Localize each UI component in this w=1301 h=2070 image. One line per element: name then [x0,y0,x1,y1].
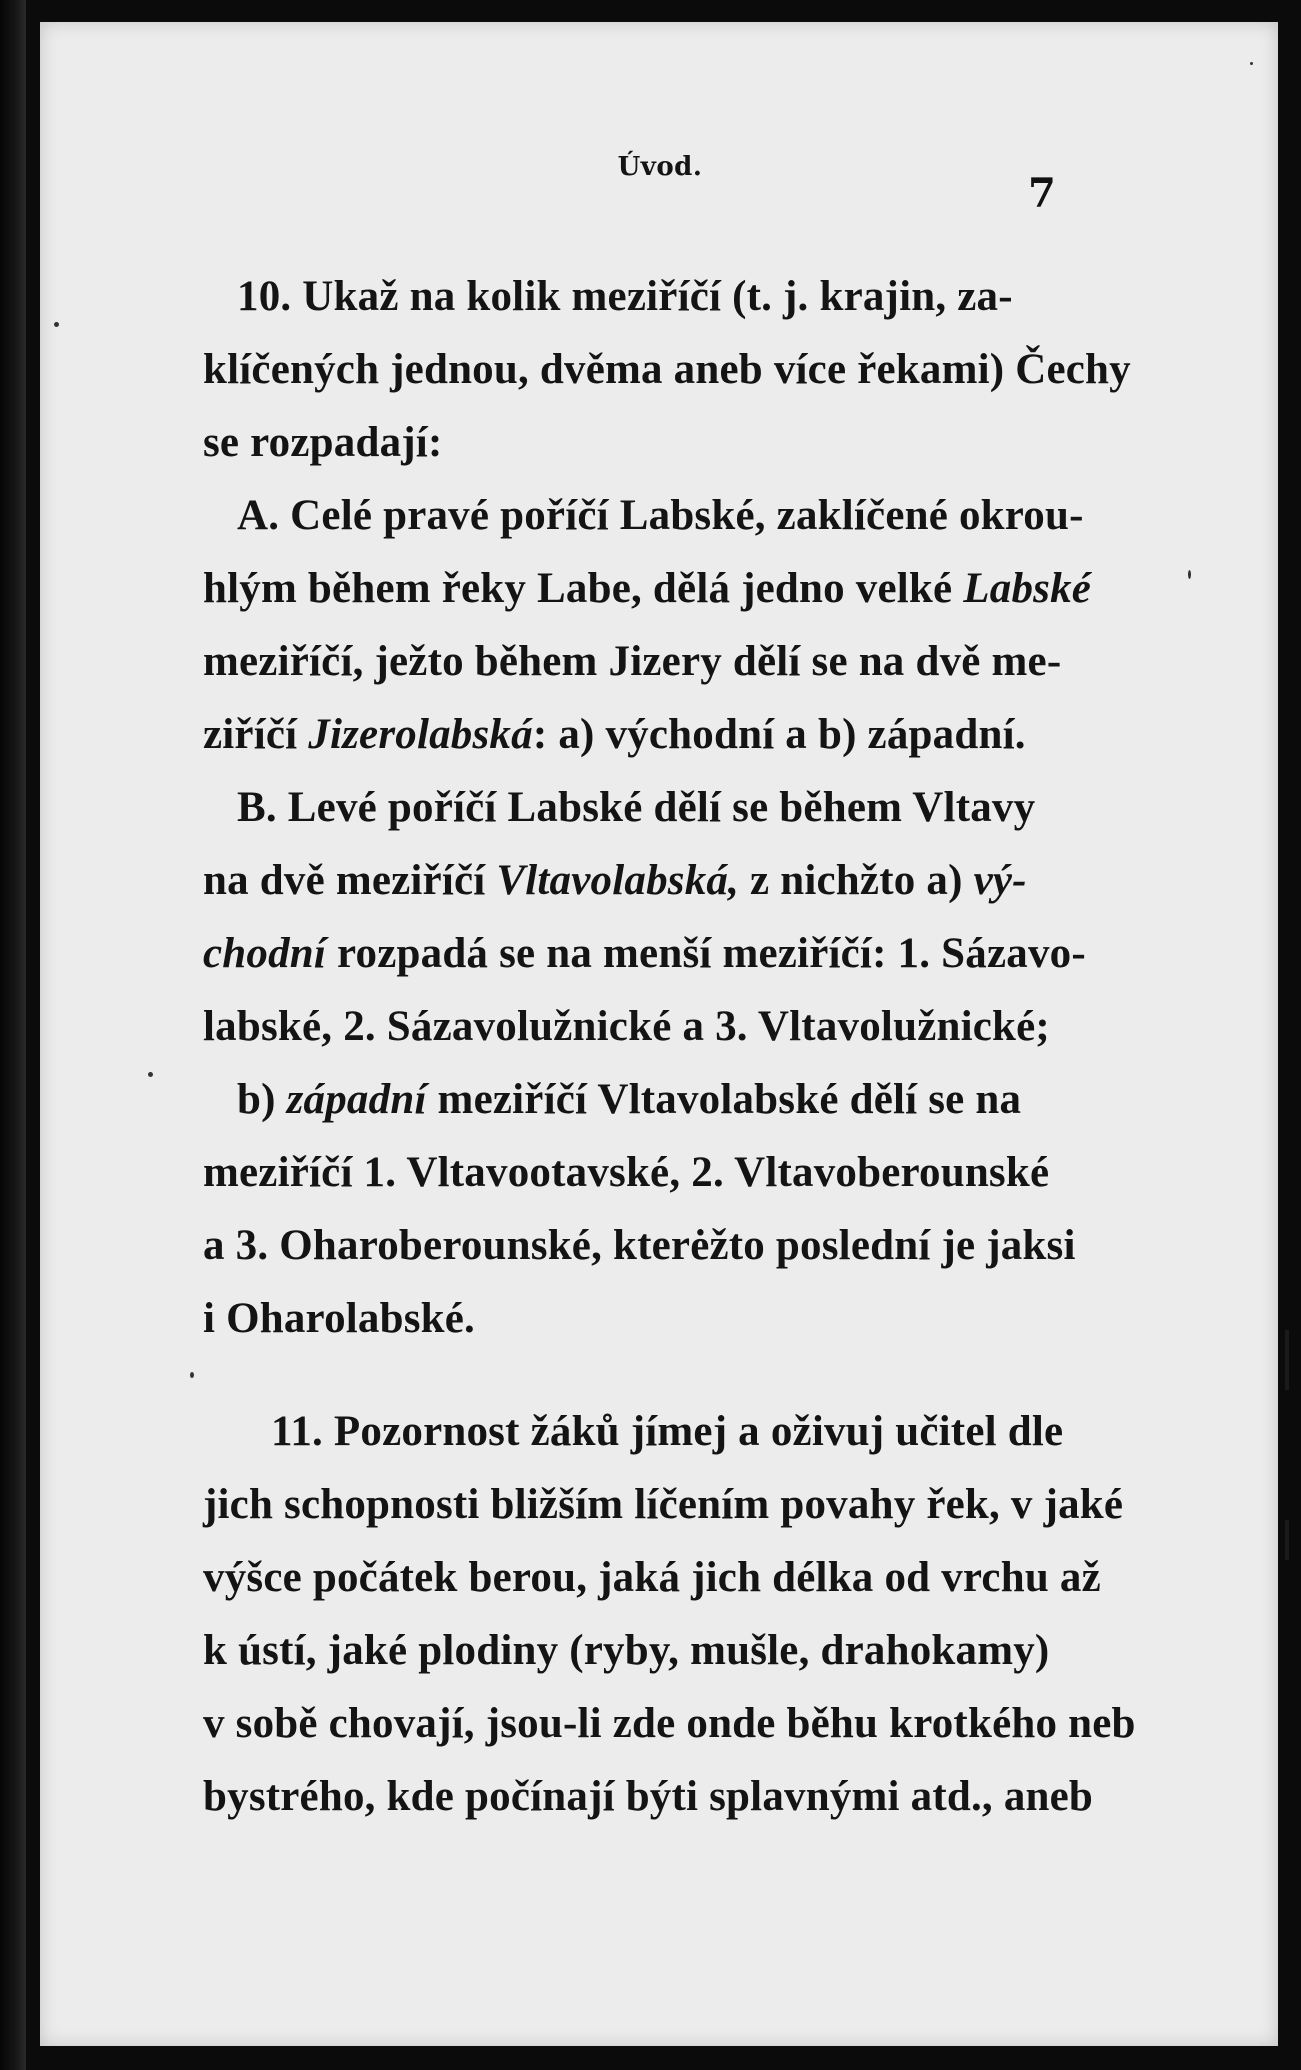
italic-term: západní [286,1076,427,1123]
text-line: k ústí, jaké plodiny (ryby, mušle, drahokamy) [203,1627,1050,1674]
right-edge-mark [1285,1520,1289,1560]
italic-term: chodní [203,930,327,977]
text-line: labské, 2. Sázavolužnické a 3. Vltavolužnické; [203,1003,1050,1050]
text-line: klíčených jednou, dvěma aneb více řekami) Čechy [203,346,1131,393]
book-page [40,22,1278,2046]
text-line: v sobě chovají, jsou-li zde onde běhu krotkého neb [203,1700,1136,1747]
text-line: ziříčí Jizerolabská: a) východní a b) západní. [203,711,1026,758]
italic-term: vý- [973,857,1027,904]
italic-term: Vltavolabská, [496,857,740,904]
text-line: jich schopnosti bližším líčením povahy řek, v jaké [203,1481,1124,1528]
text-line: meziříčí, ježto během Jizery dělí se na dvě me- [203,638,1062,685]
text-line: výšce počátek berou, jaká jich délka od vrchu až [203,1554,1101,1601]
paragraph-11 [203,1395,1136,1833]
text-line: 11. Pozornost žáků jímej a oživuj učitel dle [271,1408,1064,1455]
paragraph-a-b [203,479,1101,1355]
page-body [203,260,1136,1833]
scan-speck [1250,62,1253,65]
scan-speck [54,322,59,327]
scan-speck [190,1372,194,1378]
binding-edge [0,0,26,2070]
page-number: 7 [1028,170,1056,217]
paragraph-10 [203,260,1131,479]
text-line: a 3. Oharoberounské, kterėžto poslední je jaksi [203,1222,1076,1269]
italic-term: Labské [963,565,1092,612]
running-title: Úvod. [617,152,703,182]
text-line: chodní rozpadá se na menší meziříčí: 1. Sázavo- [203,930,1086,977]
text-line: A. Celé pravé poříčí Labské, zaklíčené okrou- [237,492,1084,539]
text-line: se rozpadají: [203,419,443,466]
text-line: na dvě meziříčí Vltavolabská, z nichžto a) vý- [203,857,1027,904]
text-line: hlým během řeky Labe, dělá jedno velké Labské [203,565,1092,612]
scan-speck [148,1072,153,1077]
text-line: B. Levé poříčí Labské dělí se během Vltavy [237,784,1036,831]
text-line: i Oharolabské. [203,1295,476,1342]
text-line: b) západní meziříčí Vltavolabské dělí se na [237,1076,1022,1123]
right-edge-mark [1285,1330,1289,1390]
text-line: bystrého, kde počínají býti splavnými atd., aneb [203,1773,1094,1820]
text-line: 10. Ukaž na kolik meziříčí (t. j. krajin, za- [237,273,1013,320]
scan-speck [1188,570,1191,579]
text-line: meziříčí 1. Vltavootavské, 2. Vltavoberounské [203,1149,1050,1196]
italic-term: Jizerolabská [308,711,533,758]
